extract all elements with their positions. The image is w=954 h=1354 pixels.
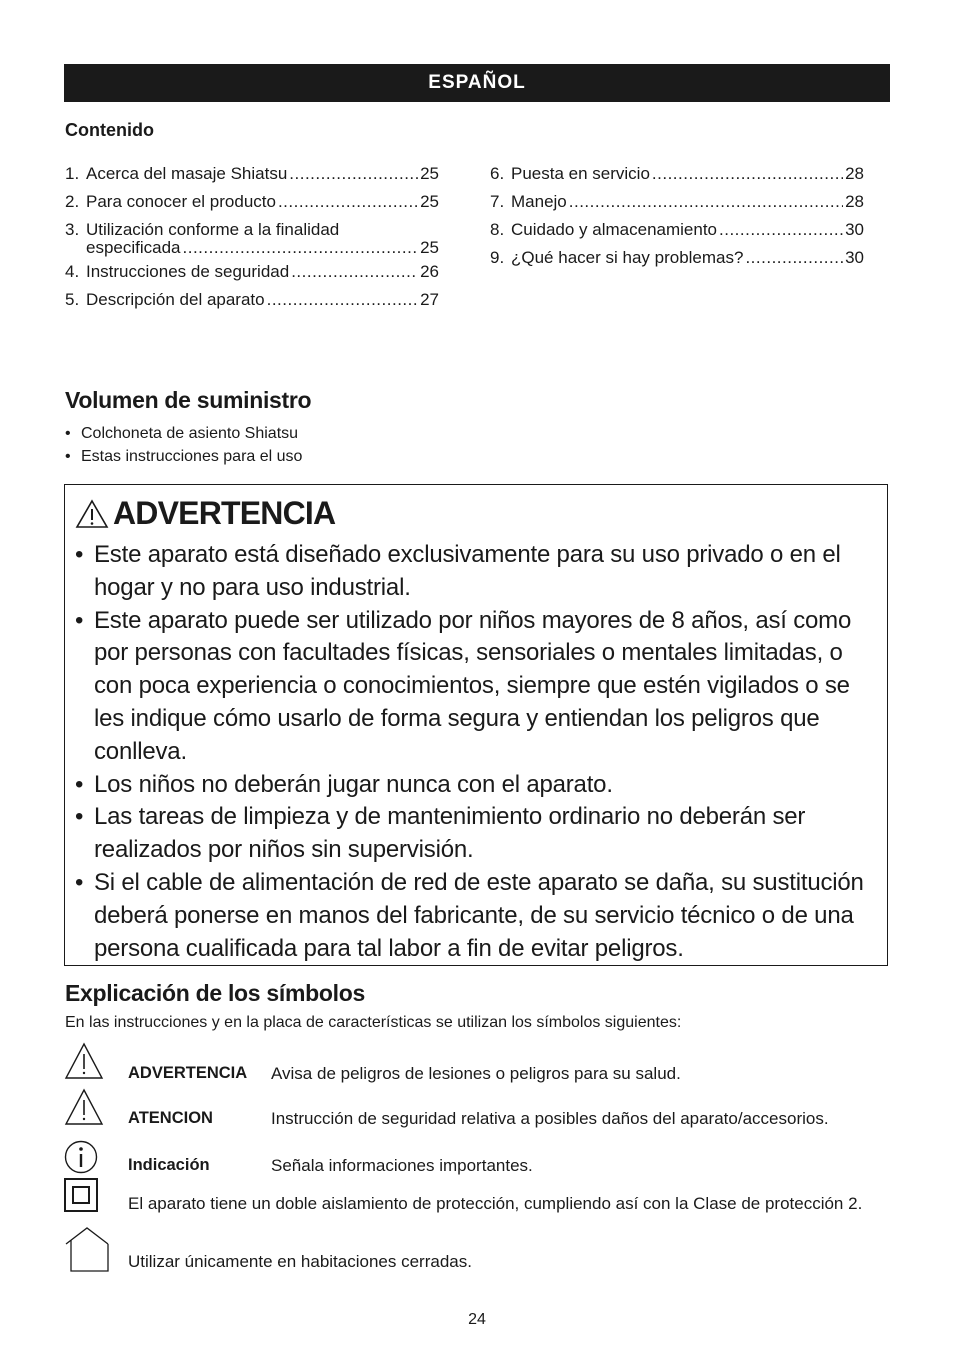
page-number: 24 — [468, 1311, 486, 1328]
list-item: • Este aparato está diseñado exclusivamente para su uso privado o en el hogar y no para uso industrial. — [75, 539, 881, 605]
supply-list — [65, 422, 302, 468]
language-header-bar — [64, 64, 890, 102]
symbol-description: Utilizar únicamente en habitaciones cerradas. — [128, 1252, 472, 1271]
indoor-use-house-icon — [64, 1226, 110, 1272]
toc-num: 8. — [490, 220, 505, 239]
warning-list — [75, 539, 881, 965]
toc-label: Puesta en servicio — [511, 164, 650, 183]
toc-num: 3. — [65, 220, 80, 239]
toc-label: Manejo — [511, 192, 567, 211]
symbol-row — [64, 1178, 894, 1218]
toc-item — [65, 188, 439, 216]
symbol-description: Señala informaciones importantes. — [271, 1156, 533, 1175]
list-item: • Estas instrucciones para el uso — [65, 445, 302, 468]
toc-page: 28 — [845, 192, 864, 211]
toc-label-continued: especificada — [86, 238, 181, 257]
toc-leader — [267, 286, 418, 314]
double-insulation-icon — [64, 1178, 98, 1212]
toc-leader — [278, 188, 418, 216]
toc-label: Descripción del aparato — [86, 290, 265, 309]
list-item: • Si el cable de alimentación de red de este aparato se daña, su sustitución deberá ponerse en manos del fabricante, de su servicio técnico o de una persona cualificada para tal labor a fin de evitar peligros. — [75, 867, 881, 965]
toc-item — [65, 258, 439, 286]
symbol-description: Instrucción de seguridad relativa a posibles daños del aparato/accesorios. — [271, 1109, 829, 1128]
warning-heading — [75, 495, 335, 532]
warning-triangle-icon — [64, 1042, 104, 1080]
toc-leader — [569, 188, 843, 216]
symbol-label: ADVERTENCIA — [128, 1064, 248, 1082]
toc-left-column — [65, 160, 439, 314]
toc-label: Para conocer el producto — [86, 192, 276, 211]
toc-item — [490, 188, 864, 216]
list-item: • Colchoneta de asiento Shiatsu — [65, 422, 302, 445]
toc-page: 25 — [420, 164, 439, 183]
toc-label: Utilización conforme a la finalidad — [86, 220, 340, 239]
symbol-description: Avisa de peligros de lesiones o peligros para su salud. — [271, 1064, 681, 1083]
toc-label: Acerca del masaje Shiatsu — [86, 164, 288, 183]
warning-title: ADVERTENCIA — [113, 495, 336, 531]
toc-num: 9. — [490, 248, 505, 267]
toc-page: 30 — [845, 248, 864, 267]
toc-leader — [291, 258, 418, 286]
toc-label: ¿Qué hacer si hay problemas? — [511, 248, 744, 267]
list-item: • Los niños no deberán jugar nunca con el aparato. — [75, 769, 881, 802]
contents-title: Contenido — [65, 120, 154, 140]
warning-box — [64, 484, 888, 966]
symbol-row — [64, 1040, 894, 1084]
toc-label: Cuidado y almacenamiento — [511, 220, 718, 239]
warning-triangle-icon — [75, 499, 109, 529]
toc-item — [65, 160, 439, 188]
toc-item — [490, 244, 864, 272]
toc-leader — [183, 238, 419, 258]
toc-label: Instrucciones de seguridad — [86, 262, 290, 281]
toc-leader — [289, 160, 418, 188]
list-item: • Este aparato puede ser utilizado por niños mayores de 8 años, así como por personas con facultades físicas, sensoriales o mentales limitadas, o con poca experiencia o conocimientos, siempre que estén vigilados o se les indique cómo usarlo de forma segura y entiendan los peligros que conlleva. — [75, 605, 881, 769]
symbols-intro: En las instrucciones y en la placa de características se utilizan los símbolos siguientes: — [65, 1014, 682, 1031]
toc-num: 6. — [490, 164, 505, 183]
toc-num: 4. — [65, 262, 80, 281]
toc-item — [490, 160, 864, 188]
toc-page: 30 — [845, 220, 864, 239]
toc-leader — [719, 216, 843, 244]
symbol-label: Indicación — [128, 1156, 210, 1174]
toc-num: 1. — [65, 164, 80, 183]
toc-num: 7. — [490, 192, 505, 211]
language-label: ESPAÑOL — [428, 72, 526, 93]
toc-item — [65, 216, 439, 258]
toc-page: 25 — [420, 238, 439, 257]
symbols-title: Explicación de los símbolos — [65, 980, 365, 1006]
toc-page: 25 — [420, 192, 439, 211]
list-item: • Las tareas de limpieza y de mantenimiento ordinario no deberán ser realizados por niños sin supervisión. — [75, 801, 881, 867]
toc-page: 27 — [420, 290, 439, 309]
symbol-row — [64, 1138, 894, 1178]
info-icon — [64, 1140, 98, 1174]
toc-right-column — [490, 160, 864, 272]
toc-page: 26 — [420, 262, 439, 281]
toc-item — [65, 286, 439, 314]
toc-num: 5. — [65, 290, 80, 309]
toc-leader — [652, 160, 843, 188]
toc-num: 2. — [65, 192, 80, 211]
supply-title: Volumen de suministro — [65, 387, 312, 413]
warning-triangle-icon — [64, 1088, 104, 1126]
toc-page: 28 — [845, 164, 864, 183]
symbol-label: ATENCION — [128, 1109, 213, 1127]
symbol-description: El aparato tiene un doble aislamiento de protección, cumpliendo así con la Clase de protección 2. — [128, 1194, 863, 1213]
toc-item — [490, 216, 864, 244]
symbol-row — [64, 1088, 894, 1132]
symbol-row — [64, 1226, 894, 1276]
toc-leader — [745, 244, 843, 272]
